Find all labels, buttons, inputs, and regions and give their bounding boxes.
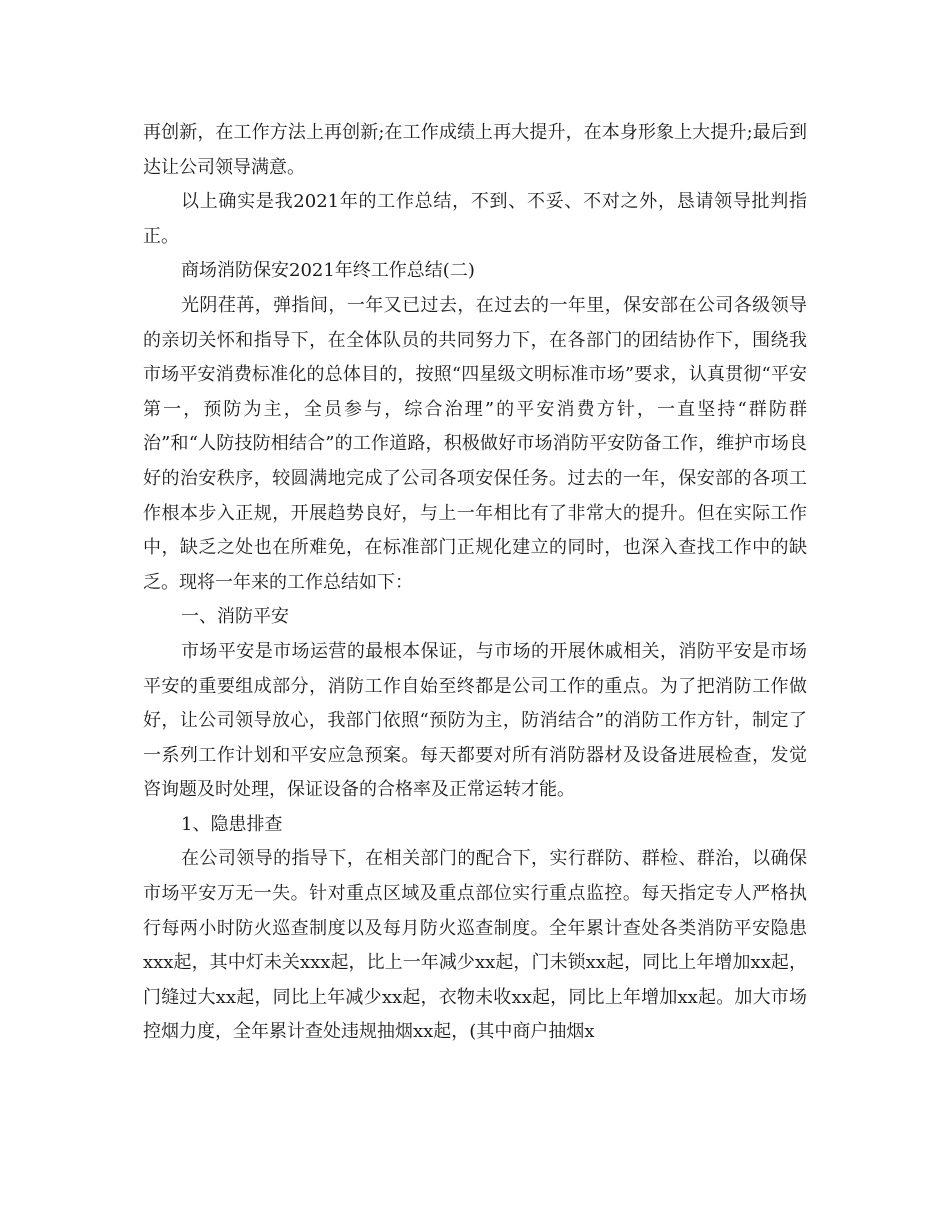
section-title: 商场消防保安2021年终工作总结(二) <box>181 260 475 282</box>
paragraph-hazard-inspection: 在公司领导的指导下，在相关部门的配合下，实行群防、群检、群治，以确保市场平安万无一失。针对重点区域及重点部位实行重点监控。每天指定专人严格执行每两小时防火巡查制度以及每月防火巡查制度。全年累计查处各类消防平安隐患xxx起，其中灯未关xxx起，比上一年减少xx起，门未锁xx起，同比上年增加xx起，门缝过大xx起，同比上年减少xx起，衣物未收xx起，同比上年增加xx起。加大市场控烟力度，全年累计查处违规抽烟xx起，(其中商户抽烟x <box>143 848 807 1043</box>
paragraph-continuation: 再创新，在工作方法上再创新;在工作成绩上再大提升，在本身形象上大提升;最后到达让公司领导满意。 <box>143 122 807 178</box>
paragraph-introduction: 光阴荏苒，弹指间，一年又已过去，在过去的一年里，保安部在公司各级领导的亲切关怀和指导下，在全体队员的共同努力下，在各部门的团结协作下，围绕我市场平安消费标准化的总体目的，按照“四星级文明标准市场”要求，认真贯彻“平安第一，预防为主，全员参与，综合治理”的平安消费方针，一直坚持“群防群治”和“人防技防相结合”的工作道路，积极做好市场消防平安防备工作，维护市场良好的治安秩序，较圆满地完成了公司各项安保任务。过去的一年，保安部的各项工作根本步入正规，开展趋势良好，与上一年相比有了非常大的提升。但在实际工作中，缺乏之处也在所难免，在标准部门正规化建立的同时，也深入查找工作中的缺乏。现将一年来的工作总结如下： <box>143 294 807 593</box>
paragraph-closing-statement: 以上确实是我2021年的工作总结，不到、不妥、不对之外，恳请领导批判指正。 <box>143 191 807 247</box>
document-body <box>143 116 807 1050</box>
heading-hazard-inspection: 1、隐患排查 <box>181 813 283 835</box>
paragraph-fire-safety: 市场平安是市场运营的最根本保证，与市场的开展休戚相关，消防平安是市场平安的重要组成部分，消防工作自始至终都是公司工作的重点。为了把消防工作做好，让公司领导放心，我部门依照“预防为主，防消结合”的消防工作方针，制定了一系列工作计划和平安应急预案。每天都要对所有消防器材及设备进展检查，发觉咨询题及时处理，保证设备的合格率及正常运转才能。 <box>143 640 807 801</box>
heading-fire-safety: 一、消防平安 <box>181 606 289 628</box>
